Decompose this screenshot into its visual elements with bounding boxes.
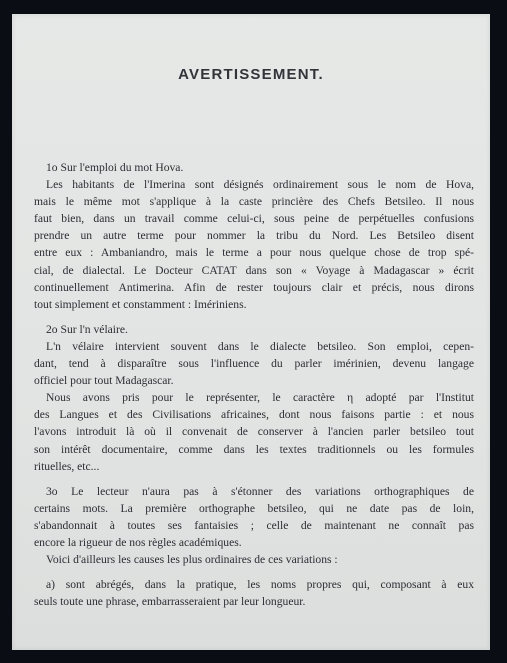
- text-line: a) sont abrégés, dans la pratique, les noms propres qui, composant à eux: [46, 578, 474, 592]
- text-line: certains mots. La première orthographe betsileo, qui ne date pas de loin,: [34, 501, 474, 515]
- text-line: faut bien, dans un travail comme celui-ci, sous peine de perpétuelles confusions: [34, 212, 474, 226]
- text-line: Les habitants de l'Imerina sont désignés ordinairement sous le nom de Hova,: [46, 178, 474, 192]
- text-line: entre eux : Ambaniandro, mais le terme a pour nous quelque chose de trop spé-: [34, 246, 474, 260]
- text-line: seuls toute une phrase, embarrasseraient par leur longueur.: [34, 595, 306, 609]
- text-line: Voici d'ailleurs les causes les plus ordinaires de ces variations :: [46, 553, 338, 567]
- text-line: officiel pour tout Madagascar.: [34, 374, 174, 388]
- text-line: rituelles, etc...: [34, 459, 100, 473]
- text-line: continuellement Antimerina. Afin de rester toujours clair et précis, nous dirons: [34, 280, 474, 294]
- page-title: AVERTISSEMENT.: [178, 66, 324, 83]
- text-line: s'abandonnait à toutes ses fantaisies ; celle de maintenant ne connaît pas: [34, 518, 474, 532]
- text-line: encore la rigueur de nos règles académiques.: [34, 535, 242, 549]
- text-line: cial, de dialectal. Le Docteur CATAT dans son « Voyage à Madagascar » écrit: [34, 263, 474, 277]
- text-line: prendre un autre terme pour nommer la tribu du Nord. Les Betsileo disent: [34, 229, 474, 243]
- text-line: Nous avons pris pour le représenter, le caractère η adopté par l'Institut: [46, 391, 474, 405]
- section-1-heading: 1o Sur l'emploi du mot Hova.: [46, 161, 184, 174]
- text-line: son intérêt documentaire, comme dans les textes traditionnels ou les formules: [34, 442, 474, 456]
- text-line: l'avons introduit là où il convenait de conserver à l'ancien parler betsileo tout: [34, 425, 474, 439]
- text-line: mais le même mot s'applique à la caste princière des Chefs Betsileo. Il nous: [34, 195, 474, 209]
- text-line: dant, tend à disparaître sous l'influence du parler imérinien, devenu langage: [34, 357, 474, 371]
- section-3-first-line: 3o Le lecteur n'aura pas à s'étonner des variations orthographiques de: [46, 484, 474, 498]
- text-line: des Langues et des Civilisations africaines, dont nous faisons partie : et nous: [34, 408, 474, 422]
- body-text: [34, 159, 474, 610]
- book-page: [12, 14, 490, 650]
- text-line: L'n vélaire intervient souvent dans le dialecte betsileo. Son emploi, cepen-: [46, 339, 474, 353]
- text-line: tout simplement et constamment : Imériniens.: [34, 297, 247, 311]
- section-2-heading: 2o Sur l'n vélaire.: [46, 322, 128, 336]
